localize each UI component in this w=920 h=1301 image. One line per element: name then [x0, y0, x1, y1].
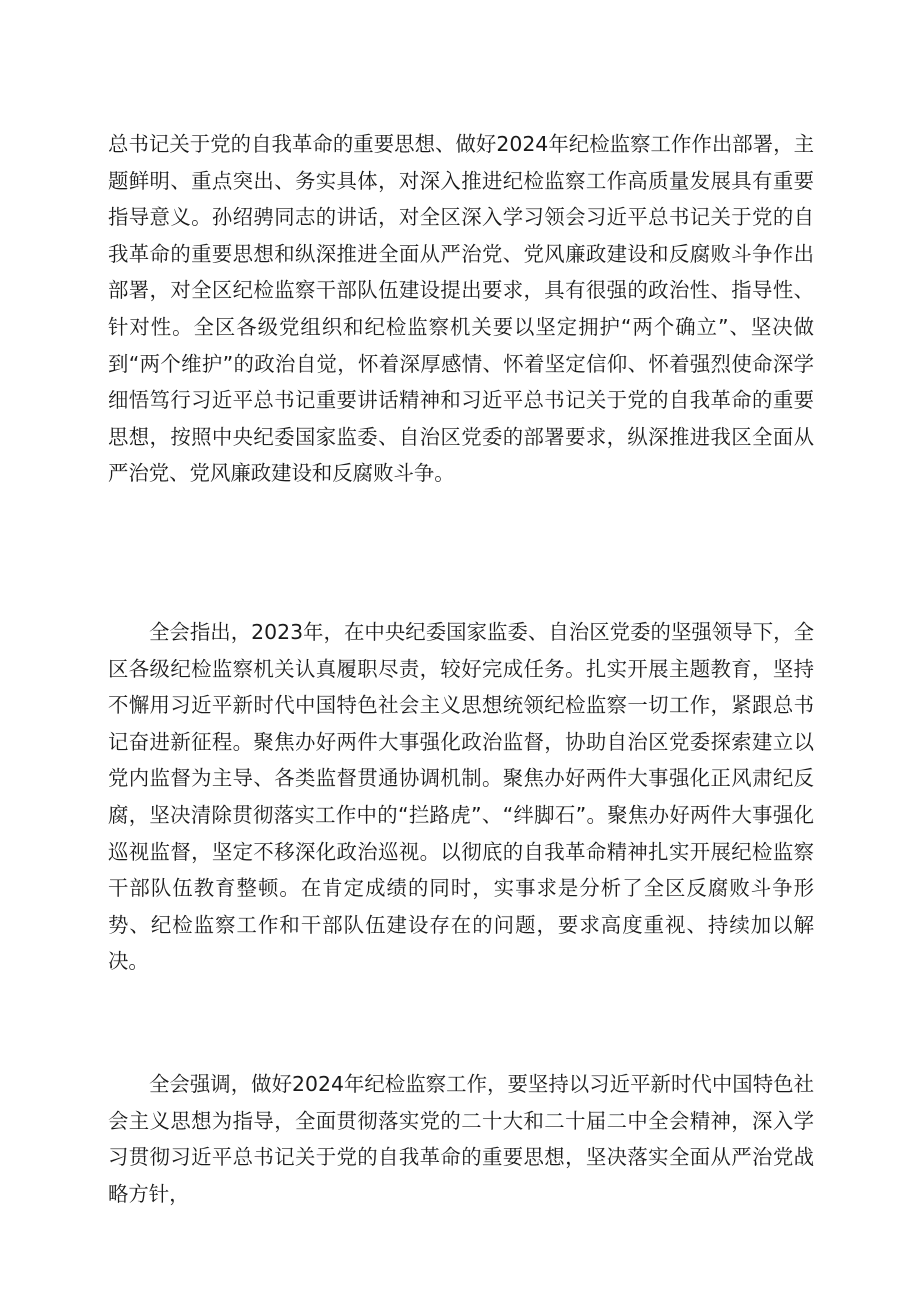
paragraph-1: 总书记关于党的自我革命的重要思想、做好2024年纪检监察工作作出部署，主题鲜明、重点突出、务实具体，对深入推进纪检监察工作高质量发展具有重要指导意义。孙绍骋同志的讲话，对全区深入学习领会习近平总书记关于党的自我革命的重要思想和纵深推进全面从严治党、党风廉政建设和反腐败斗争作出部署，对全区纪检监察干部队伍建设提出要求，具有很强的政治性、指导性、针对性。全区各级党组织和纪检监察机关要以坚定拥护“两个确立”、坚决做到“两个维护”的政治自觉，怀着深厚感情、怀着坚定信仰、怀着强烈使命深学细悟笃行习近平总书记重要讲话精神和习近平总书记关于党的自我革命的重要思想，按照中央纪委国家监委、自治区党委的部署要求，纵深推进我区全面从严治党、党风廉政建设和反腐败斗争。: [108, 132, 814, 486]
paragraph-2: 全会指出，2023年，在中央纪委国家监委、自治区党委的坚强领导下，全区各级纪检监察机关认真履职尽责，较好完成任务。扎实开展主题教育，坚持不懈用习近平新时代中国特色社会主义思想统领纪检监察一切工作，紧跟总书记奋进新征程。聚焦办好两件大事强化政治监督，协助自治区党委探索建立以党内监督为主导、各类监督贯通协调机制。聚焦办好两件大事强化正风肃纪反腐，坚决清除贯彻落实工作中的“拦路虎”、“绊脚石”。聚焦办好两件大事强化巡视监督，坚定不移深化政治巡视。以彻底的自我革命精神扎实开展纪检监察干部队伍教育整顿。在肯定成绩的同时，实事求是分析了全区反腐败斗争形势、纪检监察工作和干部队伍建设存在的问题，要求高度重视、持续加以解决。: [108, 620, 814, 974]
paragraph-3: 全会强调，做好2024年纪检监察工作，要坚持以习近平新时代中国特色社会主义思想为指导，全面贯彻落实党的二十大和二十届二中全会精神，深入学习贯彻习近平总书记关于党的自我革命的重要思想，坚决落实全面从严治党战略方针，: [108, 1072, 814, 1206]
